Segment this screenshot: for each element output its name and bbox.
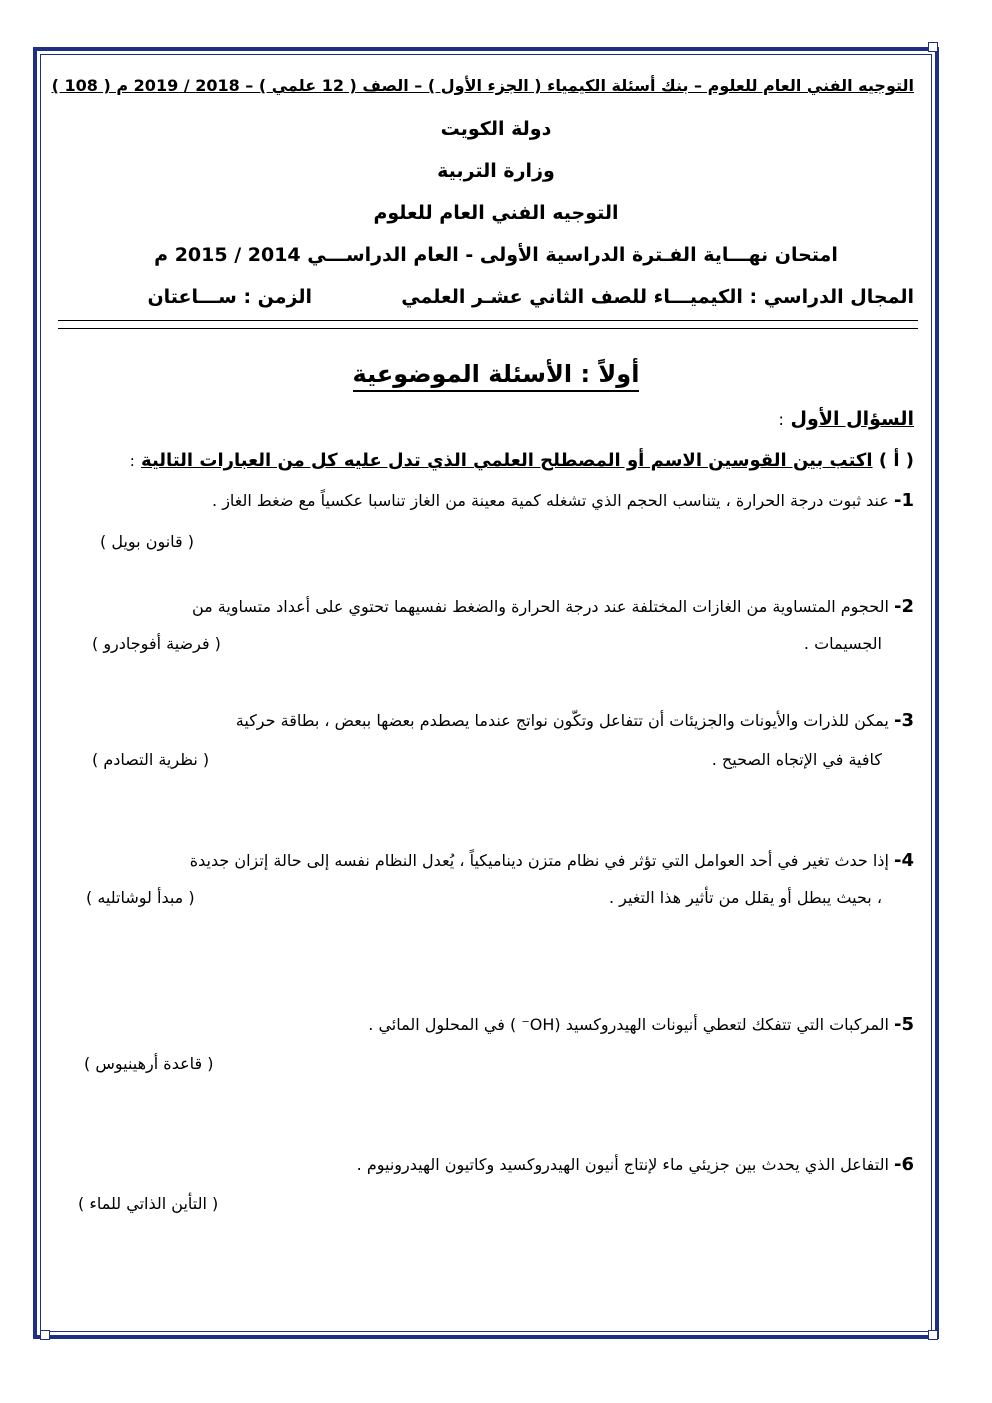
ministry-title: وزارة التربية [437, 160, 555, 182]
question-item-2 [192, 596, 914, 617]
question-item-6 [357, 1154, 914, 1175]
section-title-text: أولاً : الأسئلة الموضوعية [353, 360, 640, 392]
department-title: التوجيه الفني العام للعلوم [373, 202, 619, 224]
question-item-3 [236, 710, 914, 731]
item-answer: ( نظرية التصادم ) [92, 750, 210, 769]
instruction-prefix: ( أ ) [878, 450, 914, 471]
instruction-colon: : [129, 452, 135, 470]
item-number: 2- [893, 596, 914, 617]
item-number: 6- [893, 1154, 914, 1175]
item-text-continuation: ، بحيث يبطل أو يقلل من تأثير هذا التغير . [609, 888, 882, 907]
item-text: المركبات التي تتفكك لتعطي أنيونات الهيدروكسيد (OH⁻ ) في المحلول المائي . [368, 1015, 889, 1034]
item-answer: ( فرضية أفوجادرو ) [92, 634, 221, 653]
item-text: الحجوم المتساوية من الغازات المختلفة عند درجة الحرارة والضغط نفسيهما تحتوي على أعداد متساوية من [191, 597, 889, 616]
duration-label: الزمن : ســـاعتان [147, 286, 312, 308]
item-text: عند ثبوت درجة الحرارة ، يتناسب الحجم الذي تشغله كمية معينة من الغاز تناسبا عكسياً مع ضغط الغاز . [212, 491, 889, 510]
subject-label: المجال الدراسي : الكيميـــاء للصف الثاني عشـر العلمي [401, 286, 914, 308]
item-text: يمكن للذرات والأيونات والجزيئات أن تتفاعل وتكّون نواتج عندما يصطدم بعضها ببعض ، بطاقة حركية [235, 711, 889, 730]
item-number: 1- [893, 490, 914, 511]
item-text: التفاعل الذي يحدث بين جزيئي ماء لإنتاج أنيون الهيدروكسيد وكاتيون الهيدرونيوم . [356, 1155, 889, 1174]
item-text-continuation: كافية في الإتجاه الصحيح . [711, 750, 882, 769]
question-title [779, 408, 914, 430]
corner-ornament [40, 1330, 50, 1340]
question-title-text: السؤال الأول [790, 408, 914, 430]
instruction-text: اكتب بين القوسين الاسم أو المصطلح العلمي الذي تدل عليه كل من العبارات التالية [141, 450, 873, 471]
item-number: 4- [893, 850, 914, 871]
country-title: دولة الكويت [440, 118, 552, 140]
question-title-colon: : [778, 410, 784, 429]
item-text: إذا حدث تغير في أحد العوامل التي تؤثر في نظام متزن ديناميكياً ، يُعدل النظام نفسه إلى حالة إتزان جديدة [189, 851, 889, 870]
question-item-4 [190, 850, 914, 871]
item-answer: ( مبدأ لوشاتليه ) [86, 888, 195, 907]
header-separator [58, 320, 918, 329]
exam-title: امتحان نهـــاية الفـترة الدراسية الأولى - العام الدراســـي 2014 / 2015 م [154, 244, 838, 266]
instruction-line [130, 450, 914, 471]
corner-ornament [928, 42, 938, 52]
item-number: 5- [893, 1014, 914, 1035]
item-number: 3- [893, 710, 914, 731]
question-item-5 [368, 1014, 914, 1035]
item-answer: ( التأين الذاتي للماء ) [78, 1194, 219, 1213]
corner-ornament [928, 1330, 938, 1340]
bank-header-line: التوجيه الفني العام للعلوم – بنك أسئلة الكيمياء ( الجزء الأول ) – الصف ( 12 علمي ) – 2018 / 2019 م ( 108 ) [51, 76, 914, 95]
question-item-1 [212, 490, 914, 511]
item-text-continuation: الجسيمات . [803, 634, 882, 653]
item-answer: ( قانون بويل ) [100, 532, 195, 551]
item-answer: ( قاعدة أرهينيوس ) [84, 1054, 214, 1073]
section-title [0, 360, 992, 388]
